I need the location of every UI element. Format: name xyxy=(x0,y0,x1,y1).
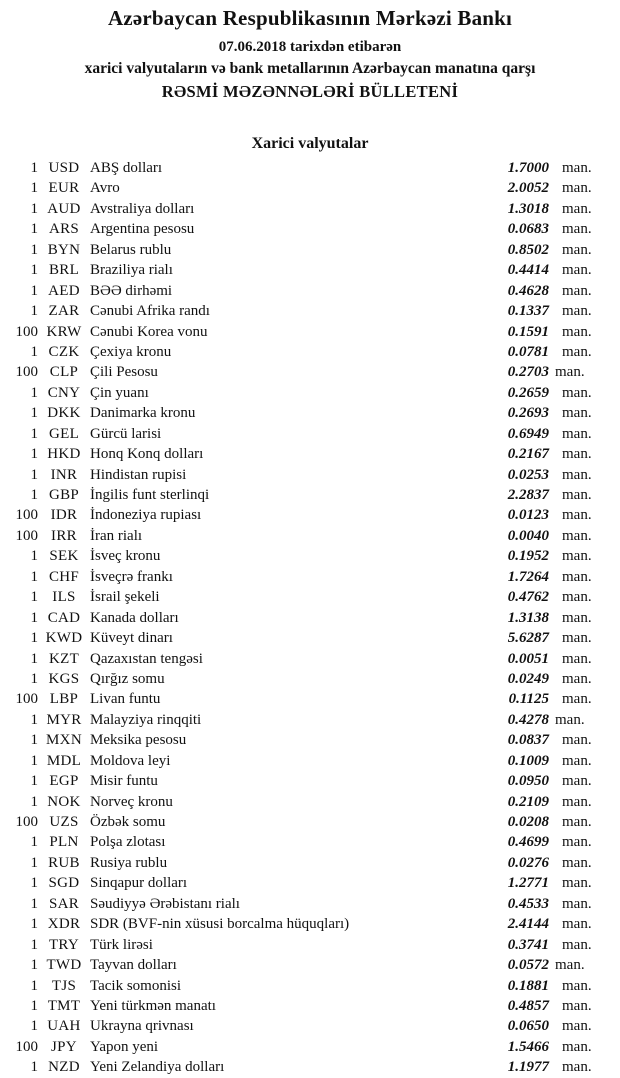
table-row xyxy=(0,730,620,750)
rate-quantity: 1 xyxy=(30,568,38,585)
table-row xyxy=(0,322,620,342)
currency-name: İsveçrə frankı xyxy=(90,568,173,585)
currency-code: KWD xyxy=(45,630,83,647)
table-row xyxy=(0,914,620,934)
rate-quantity: 1 xyxy=(30,854,38,871)
rate-value: 0.0051 xyxy=(507,650,549,667)
unit-label: man. xyxy=(562,589,592,606)
currency-code: NOK xyxy=(47,793,81,810)
table-row xyxy=(0,853,620,873)
currency-name: Honq Konq dolları xyxy=(90,446,204,463)
unit-label: man. xyxy=(562,854,592,871)
rate-quantity: 100 xyxy=(15,1038,38,1055)
currency-code: KZT xyxy=(48,650,80,667)
rate-value: 2.0052 xyxy=(507,180,549,197)
unit-label: man. xyxy=(562,160,592,176)
rate-quantity: 1 xyxy=(30,221,38,238)
unit-label: man. xyxy=(562,241,592,258)
table-row xyxy=(0,362,620,382)
rate-quantity: 100 xyxy=(15,323,38,340)
currency-name: İngilis funt sterlinqi xyxy=(90,487,210,503)
unit-label: man. xyxy=(562,1059,592,1076)
rate-value: 2.4144 xyxy=(507,916,549,933)
rate-value: 0.4414 xyxy=(507,262,549,279)
rate-quantity: 1 xyxy=(30,630,38,647)
rate-value: 0.4762 xyxy=(507,589,549,606)
currency-code: TWD xyxy=(46,957,82,974)
rate-value: 0.1337 xyxy=(507,303,549,320)
rate-quantity: 1 xyxy=(30,670,38,687)
table-row xyxy=(0,812,620,832)
table-row xyxy=(0,424,620,444)
rate-quantity: 1 xyxy=(30,262,38,279)
unit-label: man. xyxy=(555,711,585,728)
table-row xyxy=(0,976,620,996)
currency-name: İsveç kronu xyxy=(90,548,161,565)
rate-value: 0.1009 xyxy=(507,752,549,769)
currency-name: Polşa zlotası xyxy=(90,834,166,851)
currency-code: UZS xyxy=(49,814,79,830)
currency-name: Cənubi Korea vonu xyxy=(90,323,208,340)
rate-value: 0.4628 xyxy=(507,282,549,299)
unit-label: man. xyxy=(562,814,592,830)
section-title-foreign-currencies: Xarici valyutalar xyxy=(251,135,369,152)
bulletin-header xyxy=(0,0,620,102)
currency-code: JPY xyxy=(51,1038,77,1055)
table-row xyxy=(0,1016,620,1036)
currency-code: DKK xyxy=(47,405,81,422)
rate-value: 0.1952 xyxy=(507,548,549,565)
rate-value: 0.0276 xyxy=(507,854,549,871)
currency-name: Yeni türkmən manatı xyxy=(90,997,216,1014)
rate-quantity: 100 xyxy=(15,691,38,708)
currency-name: Avstraliya dolları xyxy=(90,200,195,217)
rate-quantity: 1 xyxy=(30,405,38,422)
rate-value: 0.2703 xyxy=(507,364,549,381)
table-row xyxy=(0,792,620,812)
unit-label: man. xyxy=(562,1018,592,1035)
table-row xyxy=(0,935,620,955)
rate-value: 0.0123 xyxy=(507,507,549,524)
currency-name: İndoneziya rupiası xyxy=(90,507,202,524)
table-row xyxy=(0,219,620,239)
rate-value: 0.0650 xyxy=(507,1018,549,1035)
unit-label: man. xyxy=(562,466,592,483)
currency-name: Türk lirəsi xyxy=(90,936,153,953)
currency-name: Tacik somonisi xyxy=(90,977,182,994)
unit-label: man. xyxy=(562,446,592,463)
unit-label: man. xyxy=(562,650,592,667)
rate-value: 0.0781 xyxy=(507,343,549,360)
rate-quantity: 1 xyxy=(30,650,38,667)
rate-value: 0.6949 xyxy=(507,425,549,442)
currency-name: Livan funtu xyxy=(90,691,161,708)
currency-code: GBP xyxy=(48,487,80,503)
rate-value: 0.2109 xyxy=(507,793,549,810)
table-row xyxy=(0,158,620,178)
currency-code: ARS xyxy=(48,221,80,238)
unit-label: man. xyxy=(562,527,592,544)
table-row xyxy=(0,240,620,260)
table-row xyxy=(0,342,620,362)
currency-name: Norveç kronu xyxy=(90,793,173,810)
currency-code: SAR xyxy=(48,895,80,912)
currency-code: CAD xyxy=(47,609,81,626)
unit-label: man. xyxy=(562,221,592,238)
currency-code: KRW xyxy=(46,323,82,340)
unit-label: man. xyxy=(562,323,592,340)
currency-code: ILS xyxy=(52,589,76,606)
table-row xyxy=(0,832,620,852)
currency-code: ZAR xyxy=(48,303,80,320)
currency-code: IRR xyxy=(51,527,77,544)
currency-code: USD xyxy=(48,160,80,176)
rate-value: 2.2837 xyxy=(507,487,549,503)
rate-quantity: 1 xyxy=(30,303,38,320)
currency-name: Yeni Zelandiya dolları xyxy=(90,1059,225,1076)
rate-value: 0.2659 xyxy=(507,384,549,401)
currency-name: Meksika pesosu xyxy=(90,732,187,749)
unit-label: man. xyxy=(562,548,592,565)
currency-code: TJS xyxy=(51,977,77,994)
table-row xyxy=(0,485,620,505)
currency-code: PLN xyxy=(49,834,79,851)
table-row xyxy=(0,710,620,730)
table-row xyxy=(0,996,620,1016)
rate-quantity: 1 xyxy=(30,241,38,258)
rate-value: 0.4699 xyxy=(507,834,549,851)
rate-value: 0.0683 xyxy=(507,221,549,238)
table-row xyxy=(0,894,620,914)
table-row xyxy=(0,281,620,301)
table-row xyxy=(0,199,620,219)
subtitle-line: xarici valyutaların və bank metallarının Azərbaycan manatına qarşı xyxy=(84,60,536,77)
unit-label: man. xyxy=(562,875,592,892)
unit-label: man. xyxy=(562,384,592,401)
unit-label: man. xyxy=(562,487,592,503)
currency-name: Misir funtu xyxy=(90,773,158,790)
rate-quantity: 1 xyxy=(30,466,38,483)
unit-label: man. xyxy=(562,997,592,1014)
rate-quantity: 1 xyxy=(30,609,38,626)
unit-label: man. xyxy=(562,691,592,708)
rate-value: 0.1591 xyxy=(507,323,549,340)
rate-value: 0.8502 xyxy=(507,241,549,258)
rate-value: 1.3138 xyxy=(507,609,549,626)
rate-quantity: 1 xyxy=(30,773,38,790)
rate-value: 0.2693 xyxy=(507,405,549,422)
currency-name: Gürcü larisi xyxy=(90,425,162,442)
currency-code: GEL xyxy=(48,425,80,442)
currency-code: MDL xyxy=(46,752,82,769)
currency-code: TRY xyxy=(48,936,80,953)
currency-code: EGP xyxy=(49,773,79,790)
unit-label: man. xyxy=(562,936,592,953)
currency-code: SGD xyxy=(48,875,80,892)
currency-name: Danimarka kronu xyxy=(90,405,196,422)
table-row xyxy=(0,260,620,280)
rate-quantity: 1 xyxy=(30,732,38,749)
unit-label: man. xyxy=(562,895,592,912)
currency-name: Cənubi Afrika randı xyxy=(90,303,210,320)
rate-quantity: 1 xyxy=(30,834,38,851)
unit-label: man. xyxy=(562,425,592,442)
currency-name: Kanada dolları xyxy=(90,609,179,626)
table-row xyxy=(0,1037,620,1057)
unit-label: man. xyxy=(562,670,592,687)
currency-name: Qazaxıstan tengəsi xyxy=(90,650,203,667)
rate-quantity: 100 xyxy=(15,364,38,381)
rate-quantity: 1 xyxy=(30,282,38,299)
rate-quantity: 1 xyxy=(30,343,38,360)
unit-label: man. xyxy=(562,752,592,769)
currency-code: CZK xyxy=(48,343,80,360)
rate-value: 0.0249 xyxy=(507,670,549,687)
currency-code: MYR xyxy=(46,711,82,728)
table-row xyxy=(0,608,620,628)
rate-quantity: 1 xyxy=(30,548,38,565)
currency-code: LBP xyxy=(49,691,79,708)
currency-name: Argentina pesosu xyxy=(90,221,195,238)
table-row xyxy=(0,301,620,321)
table-row xyxy=(0,955,620,975)
rate-quantity: 1 xyxy=(30,875,38,892)
rate-value: 0.3741 xyxy=(507,936,549,953)
rate-quantity: 1 xyxy=(30,446,38,463)
bulletin-title: RƏSMİ MƏZƏNNƏLƏRİ BÜLLETENİ xyxy=(161,82,459,101)
currency-code: CLP xyxy=(49,364,79,381)
table-row xyxy=(0,465,620,485)
unit-label: man. xyxy=(555,957,585,974)
unit-label: man. xyxy=(562,282,592,299)
currency-name: Belarus rublu xyxy=(90,241,172,258)
rate-quantity: 1 xyxy=(30,384,38,401)
rate-quantity: 1 xyxy=(30,752,38,769)
rate-quantity: 1 xyxy=(30,957,38,974)
rate-quantity: 1 xyxy=(30,711,38,728)
table-row xyxy=(0,403,620,423)
rate-quantity: 1 xyxy=(30,977,38,994)
rate-quantity: 1 xyxy=(30,487,38,503)
rate-quantity: 1 xyxy=(30,160,38,176)
unit-label: man. xyxy=(562,262,592,279)
rate-quantity: 1 xyxy=(30,180,38,197)
table-row xyxy=(0,1057,620,1077)
unit-label: man. xyxy=(562,793,592,810)
unit-label: man. xyxy=(562,343,592,360)
rate-quantity: 1 xyxy=(30,425,38,442)
rate-value: 0.1881 xyxy=(507,977,549,994)
currency-code: XDR xyxy=(47,916,81,933)
unit-label: man. xyxy=(562,773,592,790)
currency-code: BRL xyxy=(48,262,80,279)
currency-name: Rusiya rublu xyxy=(90,854,168,871)
rate-quantity: 1 xyxy=(30,1059,38,1076)
rate-value: 5.6287 xyxy=(507,630,549,647)
currency-name: Hindistan rupisi xyxy=(90,466,187,483)
currency-name: Avro xyxy=(90,180,120,197)
table-row xyxy=(0,505,620,525)
currency-name: Sinqapur dolları xyxy=(90,875,188,892)
currency-code: UAH xyxy=(47,1018,81,1035)
table-row xyxy=(0,587,620,607)
currency-name: İsrail şekeli xyxy=(90,589,160,606)
table-row xyxy=(0,444,620,464)
currency-name: Tayvan dolları xyxy=(90,957,177,974)
table-row xyxy=(0,546,620,566)
rate-quantity: 1 xyxy=(30,936,38,953)
table-row xyxy=(0,383,620,403)
rate-value: 1.1977 xyxy=(507,1059,549,1076)
rate-value: 0.0253 xyxy=(507,466,549,483)
rate-value: 0.0950 xyxy=(507,773,549,790)
currency-code: CNY xyxy=(47,384,81,401)
currency-name: BƏƏ dirhəmi xyxy=(90,282,173,299)
currency-name: Malayziya rinqqiti xyxy=(90,711,202,728)
rate-value: 1.2771 xyxy=(507,875,549,892)
table-row xyxy=(0,628,620,648)
unit-label: man. xyxy=(562,568,592,585)
currency-name: Çin yuanı xyxy=(90,384,149,401)
table-row xyxy=(0,669,620,689)
currency-name: Qırğız somu xyxy=(90,670,165,687)
currency-name: Küveyt dinarı xyxy=(90,630,173,647)
currency-name: Moldova leyi xyxy=(90,752,171,769)
table-row xyxy=(0,567,620,587)
effective-date-line: 07.06.2018 tarixdən etibarən xyxy=(218,39,402,55)
rate-value: 0.4278 xyxy=(507,711,549,728)
currency-name: SDR (BVF-nin xüsusi borcalma hüquqları) xyxy=(90,916,350,933)
rate-value: 0.2167 xyxy=(507,446,549,463)
unit-label: man. xyxy=(562,200,592,217)
currency-name: Yapon yeni xyxy=(90,1038,159,1055)
rate-value: 0.0837 xyxy=(507,732,549,749)
currency-code: EUR xyxy=(48,180,80,197)
unit-label: man. xyxy=(562,507,592,524)
rate-value: 0.4533 xyxy=(507,895,549,912)
rate-value: 1.7264 xyxy=(507,568,549,585)
currency-code: IDR xyxy=(50,507,78,524)
currency-name: Ukrayna qrivnası xyxy=(90,1018,194,1035)
rate-value: 1.5466 xyxy=(507,1038,549,1055)
currency-code: KGS xyxy=(48,670,80,687)
currency-code: TMT xyxy=(47,997,81,1014)
rate-quantity: 100 xyxy=(15,814,38,830)
currency-code: RUB xyxy=(48,854,80,871)
table-row xyxy=(0,178,620,198)
rate-value: 0.4857 xyxy=(507,997,549,1014)
table-row xyxy=(0,526,620,546)
table-row xyxy=(0,873,620,893)
currency-code: AUD xyxy=(47,200,81,217)
currency-code: NZD xyxy=(48,1059,80,1076)
rate-quantity: 1 xyxy=(30,1018,38,1035)
rate-value: 0.0208 xyxy=(507,814,549,830)
currency-code: MXN xyxy=(46,732,82,749)
currency-name: Braziliya rialı xyxy=(90,262,173,279)
rate-quantity: 1 xyxy=(30,997,38,1014)
currency-code: BYN xyxy=(47,241,81,258)
currency-code: HKD xyxy=(47,446,81,463)
currency-name: Çili Pesosu xyxy=(90,364,158,381)
rates-table xyxy=(0,158,620,1078)
rate-quantity: 100 xyxy=(15,527,38,544)
table-row xyxy=(0,649,620,669)
currency-code: SEK xyxy=(49,548,79,565)
rate-quantity: 100 xyxy=(15,507,38,524)
currency-name: ABŞ dolları xyxy=(90,160,163,176)
rate-quantity: 1 xyxy=(30,916,38,933)
page-title: Azərbaycan Respublikasının Mərkəzi Bankı xyxy=(107,6,513,30)
rate-value: 1.3018 xyxy=(507,200,549,217)
rate-value: 1.7000 xyxy=(507,160,549,176)
unit-label: man. xyxy=(555,364,585,381)
rate-quantity: 1 xyxy=(30,793,38,810)
unit-label: man. xyxy=(562,180,592,197)
table-row xyxy=(0,689,620,709)
table-row xyxy=(0,771,620,791)
unit-label: man. xyxy=(562,630,592,647)
currency-code: CHF xyxy=(48,568,80,585)
currency-code: INR xyxy=(50,466,78,483)
unit-label: man. xyxy=(562,834,592,851)
unit-label: man. xyxy=(562,732,592,749)
unit-label: man. xyxy=(562,1038,592,1055)
unit-label: man. xyxy=(562,977,592,994)
currency-name: Çexiya kronu xyxy=(90,343,172,360)
currency-name: Səudiyyə Ərəbistanı rialı xyxy=(90,895,240,912)
unit-label: man. xyxy=(562,609,592,626)
rate-value: 0.0572 xyxy=(507,957,549,974)
rate-quantity: 1 xyxy=(30,589,38,606)
currency-code: AED xyxy=(48,282,80,299)
rate-quantity: 1 xyxy=(30,200,38,217)
currency-name: İran rialı xyxy=(90,527,143,544)
rate-value: 0.0040 xyxy=(507,527,549,544)
rate-value: 0.1125 xyxy=(508,691,549,708)
rate-quantity: 1 xyxy=(30,895,38,912)
unit-label: man. xyxy=(562,916,592,933)
unit-label: man. xyxy=(562,303,592,320)
table-row xyxy=(0,751,620,771)
unit-label: man. xyxy=(562,405,592,422)
currency-name: Özbək somu xyxy=(90,814,166,830)
